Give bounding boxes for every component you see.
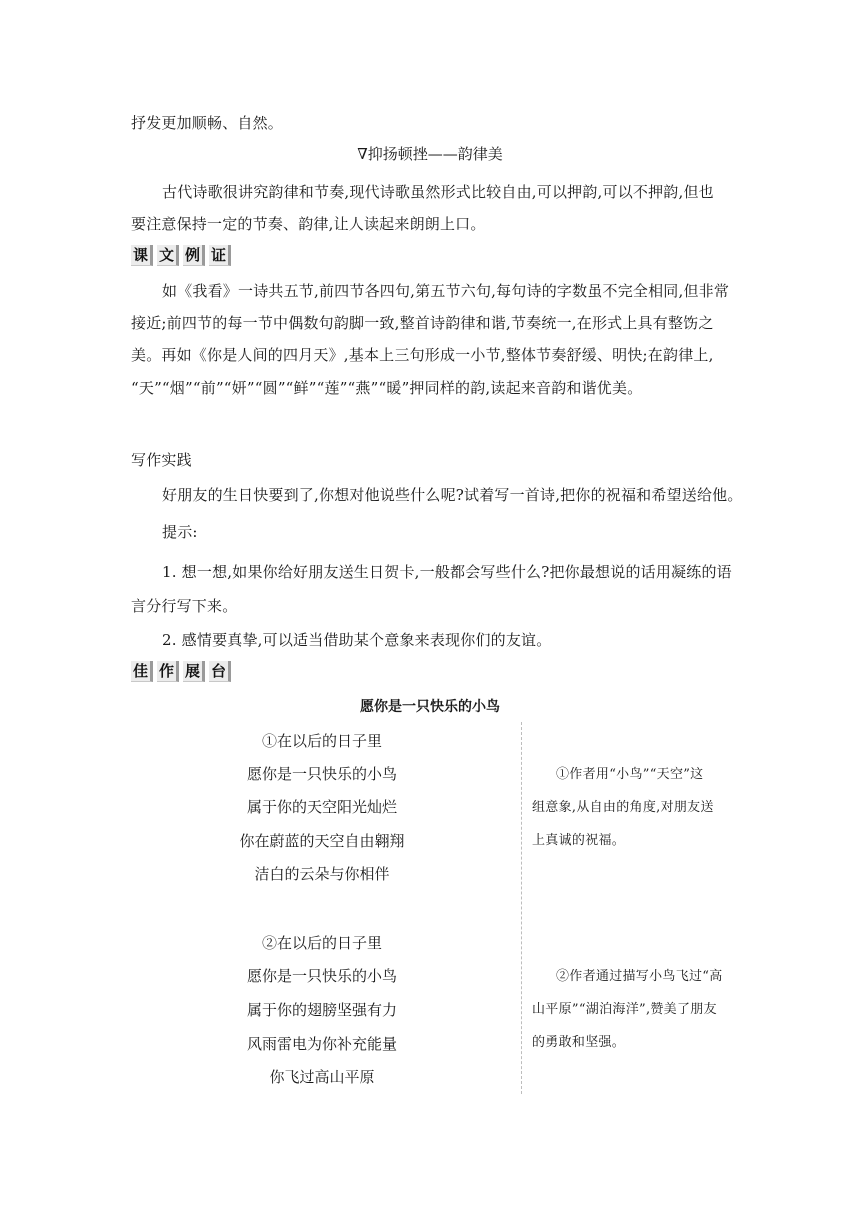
poem-stanza-2-line: 你飞过高山平原 [269, 1068, 375, 1086]
tag-showcase-char: 佳 [131, 661, 153, 682]
poem-stanza-1-line: 你在蔚蓝的天空自由翱翔 [239, 832, 405, 850]
tag-example-char: 文 [157, 245, 179, 266]
tag-example-char: 证 [209, 245, 231, 266]
tag-showcase-char: 作 [157, 661, 179, 682]
poem-title: 愿你是一只快乐的小鸟 [360, 699, 500, 715]
poem-stanza-1-line: 属于你的天空阳光灿烂 [246, 798, 397, 816]
tag-showcase [131, 661, 231, 683]
paragraph-1-line-2: 要注意保持一定的节奏、韵律,让人读起来朗朗上口。 [131, 215, 486, 233]
paragraph-2-line-4: “天”“烟”“前”“妍”“圆”“鲜”“莲”“燕”“暖”押同样的韵,读起来音韵和谐优美。 [131, 379, 643, 397]
poem-stanza-2-line: 风雨雷电为你补充能量 [246, 1035, 397, 1053]
poem-stanza-1-line: 洁白的云朵与你相伴 [254, 865, 390, 883]
annotation-note-line: 组意象,从自由的角度,对朋友送 [532, 800, 714, 815]
paragraph-2-line-2: 接近;前四节的每一节中偶数句韵脚一致,整首诗韵律和谐,节奏统一,在形式上具有整饬之 [131, 314, 714, 332]
annotation-note-1 [532, 758, 738, 857]
paragraph-2-line-1: 如《我看》一诗共五节,前四节各四句,第五节六句,每句诗的字数虽不完全相同,但非常 [162, 282, 730, 300]
tag-showcase-char: 展 [183, 661, 205, 682]
poem-stanza-1-line: ①在以后的日子里 [261, 732, 382, 750]
annotation-note-line: 的勇敢和坚强。 [532, 1035, 626, 1050]
tag-example-char: 例 [183, 245, 205, 266]
hint-1-line-2: 言分行写下来。 [131, 597, 238, 615]
section-heading: ∇抑扬顿挫——韵律美 [357, 145, 503, 163]
annotation-note-line: ②作者通过描写小鸟飞过“高 [556, 969, 723, 984]
annotation-note-line: 山平原”“湖泊海洋”,赞美了朋友 [532, 1002, 717, 1017]
annotation-note-line: 上真诚的祝福。 [532, 833, 626, 848]
writing-heading: 写作实践 [131, 451, 192, 469]
annotation-note-2 [532, 960, 738, 1059]
paragraph-1-line-1: 古代诗歌很讲究韵律和节奏,现代诗歌虽然形式比较自由,可以押韵,可以不押韵,但也 [162, 183, 714, 201]
annotation-divider [521, 722, 522, 1094]
hint-1-line-1: 1. 想一想,如果你给好朋友送生日贺卡,一般都会写些什么?把你最想说的话用凝练的语 [162, 563, 732, 581]
poem-stanza-2-line: 愿你是一只快乐的小鸟 [246, 967, 397, 985]
tag-example-char: 课 [131, 245, 153, 266]
tag-example [131, 245, 231, 267]
intro-tail-text: 抒发更加顺畅、自然。 [131, 114, 284, 132]
paragraph-2-line-3: 美。再如《你是人间的四月天》,基本上三句形成一小节,整体节奏舒缓、明快;在韵律上, [131, 346, 714, 364]
hint-2: 2. 感情要真挚,可以适当借助某个意象来表现你们的友谊。 [162, 631, 552, 649]
poem-stanza-1-line: 愿你是一只快乐的小鸟 [246, 765, 397, 783]
poem-stanza-2-line: 属于你的翅膀坚强有力 [246, 1001, 397, 1019]
hint-label: 提示: [162, 523, 198, 541]
tag-showcase-char: 台 [209, 661, 231, 682]
writing-prompt: 好朋友的生日快要到了,你想对他说些什么呢?试着写一首诗,把你的祝福和希望送给他。 [162, 486, 743, 504]
poem-stanza-2-line: ②在以后的日子里 [261, 934, 382, 952]
annotation-note-line: ①作者用“小鸟”“天空”这 [556, 767, 704, 782]
